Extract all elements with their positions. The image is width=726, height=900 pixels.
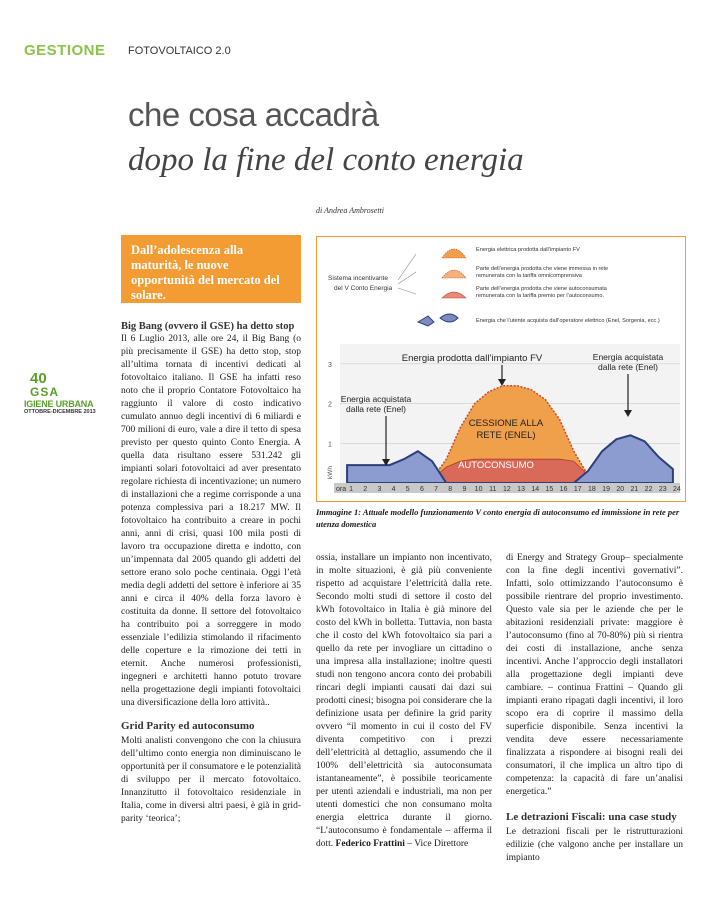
column-1: [121, 320, 301, 826]
x-tick-label: 9: [462, 486, 467, 493]
x-tick-label: 20: [616, 486, 625, 493]
y-tick-label: 1: [328, 441, 332, 449]
section-heading-grid-parity: Grid Parity ed autoconsumo: [121, 720, 255, 732]
issue-date: OTTOBRE-DICEMBRE 2013: [24, 409, 96, 415]
x-tick-label: 3: [377, 486, 382, 493]
text-run: – Vice Direttore: [407, 839, 469, 849]
y-axis-label: kWh: [327, 466, 334, 479]
pull-quote-box: Dall’adolescenza alla maturità, le nuove opportunità del mercato del solare.: [121, 235, 301, 303]
text-run: ossia, installare un impianto non incentivato, in molte situazioni, è già più conveniente rispetto ad acquistare l’elettricità dalla rete. Secondo molti studi di settore il costo del kWh fotovoltaico in Italia è già minore del costo del kWh in bolletta. Tuttavia, non basta che il costo del kWh fotovoltaico sia pari a quello da rete per invogliare un cittadino o una impresa alla installazione; inoltre questi studi non tengono ancora conto dei probabili rincari degli impianti causati dai dazi sui prodotti cinesi; bisogna poi considerare che la definizione usata per definire la grid parity ovvero “il momento in cui il costo del FV diventa competitivo con i prezzi dell’elettricità al dettaglio, assumendo che il 100% dell’elettricità sia autoconsumata istantaneamente”, è possibile teoricamente per utenti aziendali e industriali, ma non per utenti domestici che non consumano molta energia elettrica durante il giorno. “L’autoconsumo è fondamentale – afferma il dott.: [316, 553, 492, 849]
x-tick-label: 23: [658, 486, 667, 493]
x-tick-label: 2: [363, 486, 368, 493]
section-heading-detrazioni: Le detrazioni Fiscali: una case study: [506, 811, 677, 823]
column-2: [316, 552, 492, 851]
label-selfcons: AUTOCONSUMO: [458, 460, 534, 471]
x-tick-label: 1: [349, 486, 354, 493]
paragraph: [316, 552, 492, 851]
x-tick-label: 14: [531, 486, 540, 493]
person-name: Federico Frattini: [335, 839, 405, 849]
paragraph: Le detrazioni fiscali per le ristrutturazioni edilizie (che valgono anche per installare un impianto: [506, 827, 683, 863]
page-number: 40: [30, 370, 47, 387]
x-tick-label: 12: [503, 486, 511, 493]
section-heading-big-bang: Big Bang (ovvero il GSE) ha detto stop: [121, 321, 295, 332]
article-title-line1: che cosa accadrà: [128, 96, 379, 133]
legend-item-3: Parte dell’energia prodotta che viene autoconsumata remunerata con la tariffa premio per l’autoconsumo.: [476, 286, 607, 299]
label-bought-right: Energia acquistata: [592, 352, 664, 362]
magazine-name: IGIENE URBANA: [24, 399, 94, 409]
label-sold: CESSIONE ALLA: [468, 418, 544, 429]
sidebar-magazine-info: [24, 370, 104, 415]
x-tick-label: 4: [391, 486, 396, 493]
x-tick-label: 11: [489, 486, 497, 493]
x-tick-label: 21: [630, 486, 639, 493]
x-tick-label: 15: [545, 486, 554, 493]
gsa-logo: GSA: [30, 385, 60, 399]
x-tick-label: 18: [588, 486, 596, 493]
x-tick-label: 5: [405, 486, 410, 493]
legend-system-label: Sistema incentivante del V Conto Energia: [328, 275, 393, 292]
column-3: [506, 552, 683, 865]
label-bought-left-line2: dalla rete (Enel): [345, 404, 407, 414]
legend-item-1: Energia elettrica prodotta dall’impianto FV: [476, 247, 580, 253]
x-tick-label: 13: [517, 486, 525, 493]
paragraph: Molti analisti convengono che con la chiusura dell’ultimo conto energia non diminuiscano le opportunità per il consumatore e le potenzialità di sviluppo per il mercato fotovoltaico. Innanzitutto il fotovoltaico residenziale in Italia, come in diversi altri paesi, è già in grid-parity ‘teorica’;: [121, 736, 301, 824]
author-byline: di Andrea Ambrosetti: [316, 206, 384, 215]
article-title-line2: dopo la fine del conto energia: [128, 142, 524, 178]
energy-figure: [316, 236, 686, 502]
label-bought-right-line2: dalla rete (Enel): [597, 362, 659, 372]
area-chart: [327, 344, 681, 493]
x-tick-label: 17: [573, 486, 582, 493]
label-sold-line2: RETE (ENEL): [476, 430, 536, 441]
series-label: FOTOVOLTAICO 2.0: [128, 45, 231, 57]
x-tick-label: 19: [602, 486, 610, 493]
legend-item-4: Energia che l’utente acquista dall’operatore elettrico (Enel, Sorgenia, ecc.): [476, 318, 660, 324]
figure-caption: Immagine 1: Attuale modello funzionamento V conto energia di autoconsumo ed immissione in rete per utenza domestica: [316, 507, 680, 529]
x-tick-label: 16: [559, 486, 568, 493]
paragraph: di Energy and Strategy Group– specialmente con la fine degli incentivi governativi”. Infatti, solo ottimizzando l’autoconsumo è possibile rientrare del proprio investimento. Questo vale sia per le aziende che per le abitazioni residenziali private: maggiore è l’autoconsumo (fino al 70-80%) più si rientra dei costi di installazione, anche senza incentivi. Anche l’approccio degli installatori alla progettazione degli impianti deve cambiare. – continua Frattini – Quando gli impianti erano ripagati dagli incentivi, il loro scopo era di coprire il massimo della superficie disponibile. Senza incentivi la vendita deve essere necessariamente finalizzata a rispondere ai bisogni reali dei consumatori, il che implica un altro tipo di competenza: la capacità di fare un’analisi energetica.”: [506, 553, 683, 797]
x-tick-label: 8: [448, 486, 453, 493]
x-tick-label: 22: [644, 486, 653, 493]
y-tick-label: 3: [328, 361, 332, 369]
paragraph: Il 6 Luglio 2013, alle ore 24, il Big Bang (o più precisamente il GSE) ha detto stop, stop all’ultima tornata di incentivi dedicati al fotovoltaico italiano. Il GSE ha infatti reso noto che il proprio Contatore Fotovoltaico ha raggiunto il valore di costo indicativo cumulato annuo degli incentivi di 6 miliardi e 700 milioni di euro, vale a dire il tetto di spesa previsto per questo quinto Conto Energia. A quella data risultano essere 531.242 gli impianti solari fotovoltaici ad aver presentato regolare richiesta di incentivazione; un numero di installazioni che a regime corrisponde a una potenza complessiva pari a 18.217 MW. Il fotovoltaico ha contribuito a creare in pochi anni, anni di crisi, quasi 100 mila posti di lavoro tra occupazione diretta e indotto, con un’impennata dal 2005 quando gli addetti del settore erano solo poche centinaia. Oggi l’età media degli addetti del settore è inferiore ai 35 anni e circa il 40% della forza lavoro è costituita da donne. Il settore del fotovoltaico ha contribuito poi a sorreggere in modo essenziale l’edilizia stimolando il rifacimento delle coperture e la rimozione dei tetti in eternit. Anche numerosi professionisti, ingegneri e architetti hanno potuto trovare nella progettazione degli impianti fotovoltaici una diversificazione della loro attività..: [121, 334, 301, 708]
legend-item-2: Parte dell’energia prodotta che viene immessa in rete remunerata con la tariffa omnicomprensiva: [476, 266, 609, 279]
x-tick-label: 10: [474, 486, 483, 493]
x-tick-label: 7: [434, 486, 439, 493]
label-bought-left: Energia acquistata: [340, 394, 412, 404]
y-tick-label: 2: [328, 401, 332, 409]
x-tick-label: 6: [419, 486, 424, 493]
x-axis-label: ora: [336, 486, 347, 493]
x-tick-label: 24: [673, 486, 681, 493]
section-label: GESTIONE: [24, 42, 106, 59]
label-produced: Energia prodotta dall’impianto FV: [401, 353, 543, 364]
